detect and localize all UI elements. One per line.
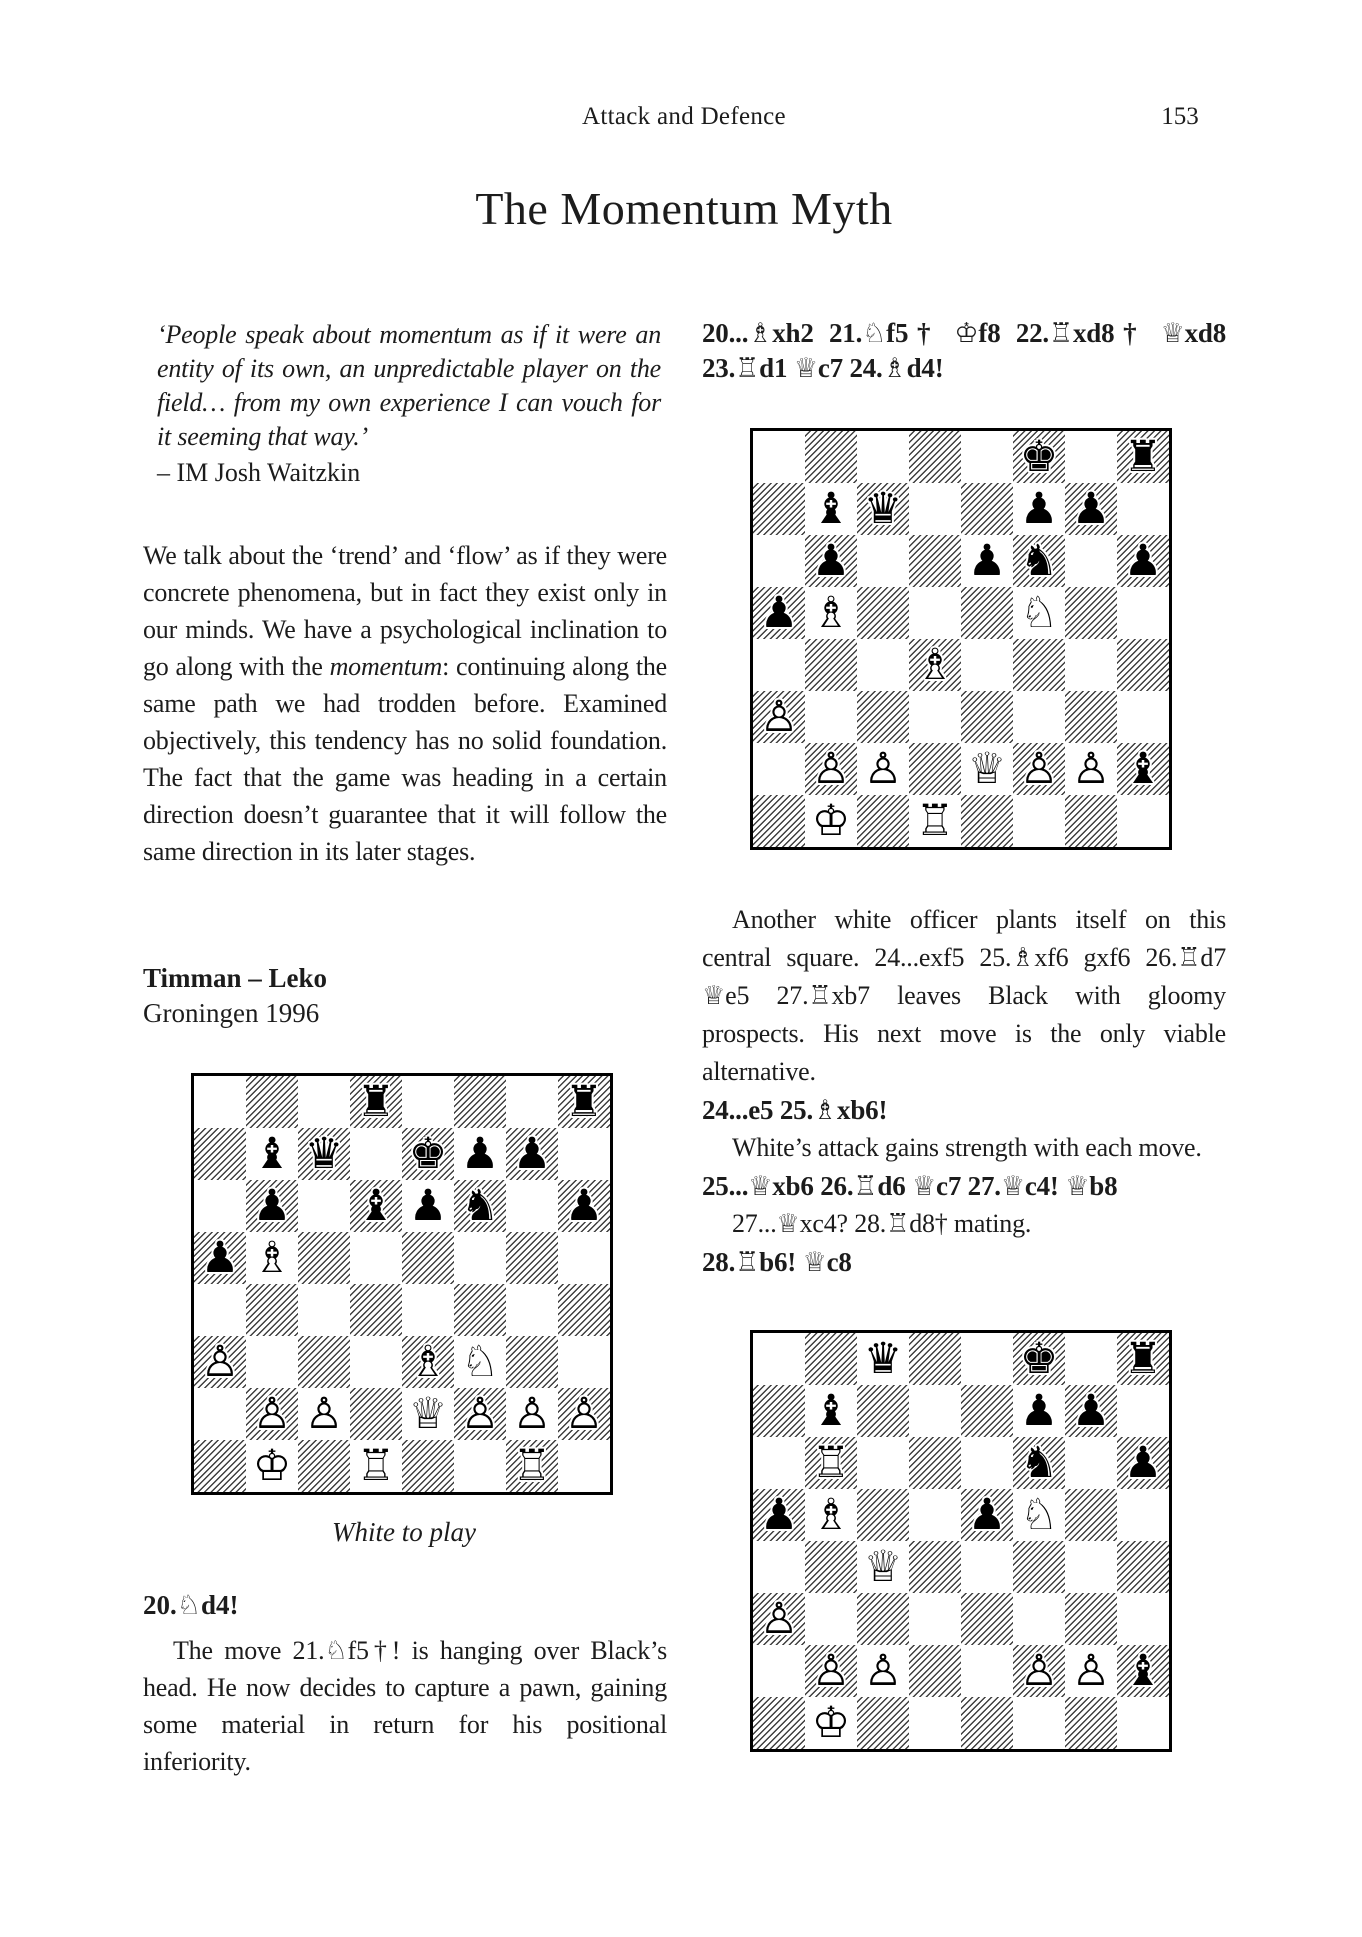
game-players: Timman – Leko — [143, 963, 328, 993]
board-square — [246, 1180, 298, 1232]
board-square — [246, 1336, 298, 1388]
board-square — [857, 1489, 909, 1541]
black-piece-icon: ♟ ♟ — [558, 1180, 610, 1232]
white-piece-icon: ♟ ♙ — [298, 1388, 350, 1440]
white-piece-icon: ♝ ♗ — [805, 587, 857, 639]
board-square — [506, 1336, 558, 1388]
analysis-paragraph-1: Another white officer plants itself on this central square. 24...exf5 25.♗xf6 gxf6 26.♖d7 ♕e5 27.♖xb7 leaves Black with gloomy prospects. His next move is the only viable alternative. — [702, 905, 1226, 1086]
page-number: 153 — [1161, 103, 1199, 130]
board-square — [909, 1645, 961, 1697]
board-square — [558, 1232, 610, 1284]
board-square — [1065, 1333, 1117, 1385]
board-square — [1013, 1593, 1065, 1645]
board-square — [194, 1180, 246, 1232]
white-piece-icon: ♛ ♕ — [961, 743, 1013, 795]
board-square — [246, 1388, 298, 1440]
board-square — [558, 1180, 610, 1232]
white-piece-icon: ♟ ♙ — [1013, 1645, 1065, 1697]
board-square — [1117, 1489, 1169, 1541]
board-square — [506, 1388, 558, 1440]
board-square — [753, 1541, 805, 1593]
board-square — [961, 431, 1013, 483]
black-piece-icon: ♜ ♜ — [350, 1076, 402, 1128]
board-square — [454, 1128, 506, 1180]
board-square — [805, 1593, 857, 1645]
board-square — [558, 1336, 610, 1388]
white-piece-icon: ♚ ♔ — [246, 1440, 298, 1492]
board-square — [1013, 1333, 1065, 1385]
board-square — [246, 1076, 298, 1128]
black-piece-icon: ♜ ♜ — [1117, 431, 1169, 483]
chess-diagram-2 — [750, 428, 1172, 850]
board-square — [1117, 1697, 1169, 1749]
board-square — [857, 1697, 909, 1749]
board-square — [1117, 587, 1169, 639]
white-piece-icon: ♜ ♖ — [909, 795, 961, 847]
board-square — [194, 1440, 246, 1492]
board-square — [194, 1388, 246, 1440]
board-square — [857, 483, 909, 535]
section-title: The Momentum Myth — [475, 183, 893, 234]
white-piece-icon: ♟ ♙ — [1013, 743, 1065, 795]
white-piece-icon: ♝ ♗ — [909, 639, 961, 691]
board-square — [350, 1440, 402, 1492]
board-square — [909, 743, 961, 795]
board-square — [909, 1437, 961, 1489]
board-square — [805, 1489, 857, 1541]
board-square — [1117, 1593, 1169, 1645]
board-square — [753, 1437, 805, 1489]
board-square — [805, 1697, 857, 1749]
black-piece-icon: ♟ ♟ — [961, 1489, 1013, 1541]
board-square — [1013, 639, 1065, 691]
board-square — [1065, 1645, 1117, 1697]
board-square — [454, 1232, 506, 1284]
epigraph-quote: ‘People speak about momentum as if it were an entity of its own, an unpredictable player on the field… from my own experience I can vouch for it seeming that way.’ — [157, 320, 661, 451]
white-piece-icon: ♟ ♙ — [1065, 1645, 1117, 1697]
intro-paragraph — [143, 537, 667, 870]
black-piece-icon: ♝ ♝ — [805, 1385, 857, 1437]
board-square — [298, 1336, 350, 1388]
board-square — [350, 1180, 402, 1232]
board-square — [246, 1128, 298, 1180]
black-piece-icon: ♝ ♝ — [1117, 1645, 1169, 1697]
board-square — [805, 535, 857, 587]
white-piece-icon: ♟ ♙ — [857, 1645, 909, 1697]
white-piece-icon: ♚ ♔ — [805, 1697, 857, 1749]
board-square — [1117, 535, 1169, 587]
board-square — [194, 1128, 246, 1180]
black-piece-icon: ♟ ♟ — [805, 535, 857, 587]
board-square — [1065, 483, 1117, 535]
board-square — [753, 483, 805, 535]
board-square — [1117, 795, 1169, 847]
black-piece-icon: ♚ ♚ — [402, 1128, 454, 1180]
black-piece-icon: ♛ ♛ — [857, 483, 909, 535]
comment-paragraph: The move 21.♘f5†! is hanging over Black’s head. He now decides to capture a pawn, gaining some material in return for his positional inferiority. — [143, 1636, 667, 1776]
black-piece-icon: ♟ ♟ — [1117, 535, 1169, 587]
board-square — [805, 1541, 857, 1593]
board-square — [558, 1284, 610, 1336]
board-square — [857, 1333, 909, 1385]
board-square — [857, 1385, 909, 1437]
black-piece-icon: ♝ ♝ — [1117, 743, 1169, 795]
board-square — [753, 1333, 805, 1385]
board-square — [961, 1697, 1013, 1749]
white-piece-icon: ♟ ♙ — [506, 1388, 558, 1440]
board-square — [961, 1437, 1013, 1489]
black-piece-icon: ♝ ♝ — [350, 1180, 402, 1232]
board-square — [454, 1076, 506, 1128]
chess-diagram-1 — [191, 1073, 613, 1495]
analysis-flow — [702, 901, 1226, 1281]
board-square — [1013, 743, 1065, 795]
epigraph-block — [157, 318, 661, 490]
board-square — [753, 431, 805, 483]
board-square — [1065, 691, 1117, 743]
moves-line-20-24: 20...♗xh2 21.♘f5† ♔f8 22.♖xd8† ♕xd8 23.♖d1 ♕c7 24.♗d4! — [702, 318, 1226, 383]
board-square — [857, 795, 909, 847]
board-square — [1117, 743, 1169, 795]
board-square — [961, 535, 1013, 587]
board-square — [1013, 1697, 1065, 1749]
board-square — [402, 1180, 454, 1232]
board-square — [298, 1180, 350, 1232]
board-square — [298, 1440, 350, 1492]
white-piece-icon: ♜ ♖ — [350, 1440, 402, 1492]
board-square — [350, 1284, 402, 1336]
board-square — [753, 795, 805, 847]
white-piece-icon: ♟ ♙ — [1065, 743, 1117, 795]
board-square — [909, 1593, 961, 1645]
white-piece-icon: ♞ ♘ — [1013, 1489, 1065, 1541]
black-piece-icon: ♚ ♚ — [1013, 431, 1065, 483]
board-square — [558, 1440, 610, 1492]
board-square — [506, 1128, 558, 1180]
board-square — [857, 535, 909, 587]
board-square — [1117, 1333, 1169, 1385]
board-square — [246, 1284, 298, 1336]
board-square — [753, 743, 805, 795]
board-square — [857, 1593, 909, 1645]
board-square — [506, 1284, 558, 1336]
move-heading-20: 20.♘d4! — [143, 1590, 239, 1620]
board-square — [246, 1440, 298, 1492]
black-piece-icon: ♞ ♞ — [1013, 1437, 1065, 1489]
board-square — [1117, 1645, 1169, 1697]
board-square — [1117, 483, 1169, 535]
board-square — [402, 1336, 454, 1388]
black-piece-icon: ♟ ♟ — [194, 1232, 246, 1284]
chess-diagram-3 — [750, 1330, 1172, 1752]
board-square — [454, 1284, 506, 1336]
black-piece-icon: ♞ ♞ — [454, 1180, 506, 1232]
white-piece-icon: ♜ ♖ — [506, 1440, 558, 1492]
board-square — [857, 1541, 909, 1593]
board-square — [1065, 1593, 1117, 1645]
board-square — [298, 1128, 350, 1180]
board-square — [298, 1076, 350, 1128]
board-square — [805, 483, 857, 535]
black-piece-icon: ♞ ♞ — [1013, 535, 1065, 587]
board-square — [1065, 639, 1117, 691]
board-square — [194, 1336, 246, 1388]
board-square — [909, 1489, 961, 1541]
white-piece-icon: ♚ ♔ — [805, 795, 857, 847]
board-square — [805, 1333, 857, 1385]
board-square — [402, 1232, 454, 1284]
board-square — [1013, 431, 1065, 483]
black-piece-icon: ♟ ♟ — [1013, 1385, 1065, 1437]
board-square — [1117, 431, 1169, 483]
moves-line-25-27: 25...♕xb6 26.♖d6 ♕c7 27.♕c4! ♕b8 — [702, 1171, 1118, 1201]
board-square — [1117, 1385, 1169, 1437]
board-square — [1065, 1541, 1117, 1593]
board-square — [350, 1232, 402, 1284]
diagram-caption: White to play — [332, 1517, 476, 1547]
board-square — [805, 639, 857, 691]
board-square — [1013, 691, 1065, 743]
black-piece-icon: ♟ ♟ — [1065, 483, 1117, 535]
black-piece-icon: ♜ ♜ — [558, 1076, 610, 1128]
board-square — [805, 795, 857, 847]
board-square — [454, 1336, 506, 1388]
board-square — [1013, 483, 1065, 535]
board-square — [1013, 1385, 1065, 1437]
board-square — [350, 1336, 402, 1388]
board-square — [805, 1437, 857, 1489]
board-square — [961, 483, 1013, 535]
board-square — [402, 1388, 454, 1440]
moves-line-28: 28.♖b6! ♕c8 — [702, 1247, 852, 1277]
board-square — [857, 639, 909, 691]
white-piece-icon: ♛ ♕ — [402, 1388, 454, 1440]
board-square — [454, 1388, 506, 1440]
board-square — [961, 1541, 1013, 1593]
white-piece-icon: ♟ ♙ — [246, 1388, 298, 1440]
board-square — [857, 587, 909, 639]
board-square — [1013, 1541, 1065, 1593]
board-square — [909, 1541, 961, 1593]
board-square — [909, 535, 961, 587]
white-piece-icon: ♟ ♙ — [454, 1388, 506, 1440]
board-square — [402, 1076, 454, 1128]
board-square — [350, 1388, 402, 1440]
board-square — [961, 1593, 1013, 1645]
black-piece-icon: ♝ ♝ — [246, 1128, 298, 1180]
board-square — [1013, 535, 1065, 587]
board-square — [909, 1697, 961, 1749]
board-square — [805, 1645, 857, 1697]
white-piece-icon: ♟ ♙ — [805, 743, 857, 795]
board-square — [558, 1128, 610, 1180]
white-piece-icon: ♝ ♗ — [246, 1232, 298, 1284]
board-square — [506, 1232, 558, 1284]
white-piece-icon: ♝ ♗ — [402, 1336, 454, 1388]
black-piece-icon: ♜ ♜ — [1117, 1333, 1169, 1385]
board-square — [857, 691, 909, 743]
board-square — [961, 1333, 1013, 1385]
white-piece-icon: ♝ ♗ — [805, 1489, 857, 1541]
board-square — [298, 1284, 350, 1336]
white-piece-icon: ♞ ♘ — [1013, 587, 1065, 639]
black-piece-icon: ♚ ♚ — [1013, 1333, 1065, 1385]
white-piece-icon: ♟ ♙ — [558, 1388, 610, 1440]
board-square — [909, 795, 961, 847]
black-piece-icon: ♟ ♟ — [961, 535, 1013, 587]
board-square — [961, 1385, 1013, 1437]
board-square — [1013, 1645, 1065, 1697]
board-square — [506, 1180, 558, 1232]
game-header — [143, 961, 667, 1031]
board-square — [1117, 639, 1169, 691]
board-square — [1013, 795, 1065, 847]
board-square — [1013, 1489, 1065, 1541]
intro-emphasis: momentum — [329, 652, 443, 681]
board-square — [454, 1180, 506, 1232]
board-square — [350, 1128, 402, 1180]
epigraph-attribution: – IM Josh Waitzkin — [157, 458, 361, 487]
board-square — [558, 1076, 610, 1128]
black-piece-icon: ♟ ♟ — [753, 587, 805, 639]
black-piece-icon: ♟ ♟ — [454, 1128, 506, 1180]
white-piece-icon: ♟ ♙ — [857, 743, 909, 795]
board-square — [1013, 1437, 1065, 1489]
board-square — [194, 1076, 246, 1128]
board-square — [857, 1645, 909, 1697]
game-event: Groningen 1996 — [143, 998, 320, 1028]
board-square — [805, 743, 857, 795]
board-square — [805, 691, 857, 743]
white-piece-icon: ♟ ♙ — [753, 1593, 805, 1645]
moves-line-24-25: 24...e5 25.♗xb6! — [702, 1095, 888, 1125]
board-square — [402, 1440, 454, 1492]
running-header: Attack and Defence — [582, 103, 786, 130]
board-square — [909, 1333, 961, 1385]
board-square — [909, 1385, 961, 1437]
board-square — [1065, 431, 1117, 483]
white-piece-icon: ♟ ♙ — [805, 1645, 857, 1697]
board-square — [753, 1593, 805, 1645]
board-square — [753, 587, 805, 639]
board-square — [961, 743, 1013, 795]
board-square — [1065, 795, 1117, 847]
board-square — [909, 483, 961, 535]
board-square — [805, 431, 857, 483]
analysis-paragraph-3: 27...♕xc4? 28.♖d8† mating. — [732, 1209, 1032, 1238]
black-piece-icon: ♟ ♟ — [1065, 1385, 1117, 1437]
white-piece-icon: ♛ ♕ — [857, 1541, 909, 1593]
board-square — [857, 1437, 909, 1489]
board-square — [961, 587, 1013, 639]
black-piece-icon: ♝ ♝ — [805, 483, 857, 535]
board-square — [350, 1076, 402, 1128]
board-square — [402, 1284, 454, 1336]
board-square — [1013, 587, 1065, 639]
board-square — [753, 1385, 805, 1437]
board-square — [753, 535, 805, 587]
board-square — [857, 431, 909, 483]
board-square — [753, 691, 805, 743]
board-square — [506, 1440, 558, 1492]
black-piece-icon: ♛ ♛ — [857, 1333, 909, 1385]
white-piece-icon: ♞ ♘ — [454, 1336, 506, 1388]
board-square — [909, 587, 961, 639]
board-square — [909, 691, 961, 743]
board-square — [857, 743, 909, 795]
board-square — [1117, 1541, 1169, 1593]
board-square — [1065, 1437, 1117, 1489]
board-square — [1065, 1385, 1117, 1437]
board-square — [1065, 1489, 1117, 1541]
board-square — [454, 1440, 506, 1492]
board-square — [1065, 587, 1117, 639]
intro-text-2: : continuing along the same path we had trodden before. Examined objectively, this tendency has no solid foundation. The fact that the game was heading in a certain direction doesn’t guarantee that it will follow the same direction in its later stages. — [143, 652, 668, 866]
board-square — [753, 1645, 805, 1697]
board-square — [506, 1076, 558, 1128]
board-square — [753, 639, 805, 691]
black-piece-icon: ♟ ♟ — [1013, 483, 1065, 535]
board-square — [298, 1232, 350, 1284]
white-piece-icon: ♜ ♖ — [805, 1437, 857, 1489]
board-square — [805, 587, 857, 639]
white-piece-icon: ♟ ♙ — [194, 1336, 246, 1388]
board-square — [246, 1232, 298, 1284]
white-piece-icon: ♟ ♙ — [753, 691, 805, 743]
analysis-paragraph-2: White’s attack gains strength with each move. — [732, 1133, 1202, 1162]
board-square — [961, 795, 1013, 847]
board-square — [1117, 691, 1169, 743]
intro-text-1: We talk about the ‘trend’ and ‘flow’ as if they were concrete phenomena, but in fact they exist only in our minds. We have a psychological inclination to go along with the — [143, 541, 667, 681]
black-piece-icon: ♟ ♟ — [506, 1128, 558, 1180]
board-square — [961, 691, 1013, 743]
board-square — [753, 1489, 805, 1541]
board-square — [402, 1128, 454, 1180]
board-square — [194, 1232, 246, 1284]
board-square — [909, 639, 961, 691]
board-square — [909, 431, 961, 483]
board-square — [805, 1385, 857, 1437]
black-piece-icon: ♟ ♟ — [753, 1489, 805, 1541]
board-square — [1065, 743, 1117, 795]
board-square — [753, 1697, 805, 1749]
board-square — [1117, 1437, 1169, 1489]
board-square — [194, 1284, 246, 1336]
board-square — [1065, 535, 1117, 587]
black-piece-icon: ♟ ♟ — [402, 1180, 454, 1232]
board-square — [961, 1489, 1013, 1541]
board-square — [961, 1645, 1013, 1697]
black-piece-icon: ♟ ♟ — [1117, 1437, 1169, 1489]
black-piece-icon: ♛ ♛ — [298, 1128, 350, 1180]
board-square — [961, 639, 1013, 691]
black-piece-icon: ♟ ♟ — [246, 1180, 298, 1232]
board-square — [1065, 1697, 1117, 1749]
board-square — [298, 1388, 350, 1440]
board-square — [558, 1388, 610, 1440]
